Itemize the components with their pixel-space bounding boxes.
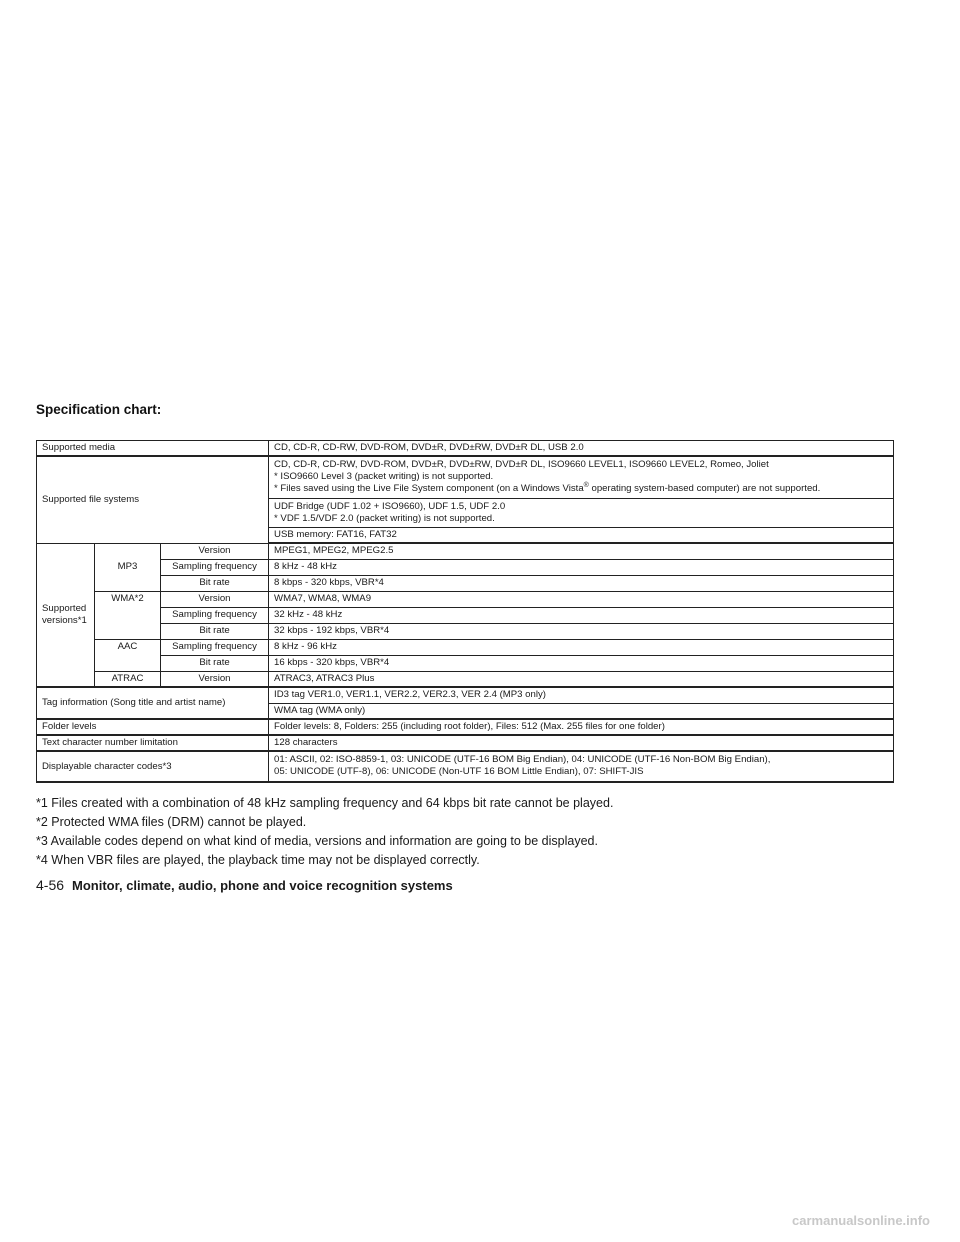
text-limit-label: Text character number limitation: [37, 735, 269, 751]
table-row: [37, 441, 894, 457]
section-title: Monitor, climate, audio, phone and voice recognition systems: [72, 878, 453, 893]
table-row: [37, 671, 894, 687]
param-cell: Bit rate: [161, 655, 269, 671]
supported-media-label: Supported media: [37, 441, 269, 457]
character-codes-value: [269, 751, 894, 782]
format-atrac: ATRAC: [95, 671, 161, 687]
footnotes: [36, 797, 916, 873]
table-row: [37, 543, 894, 559]
format-aac: AAC: [95, 639, 161, 671]
value-cell: 32 kHz - 48 kHz: [269, 607, 894, 623]
param-cell: Sampling frequency: [161, 607, 269, 623]
supported-media-value: CD, CD-R, CD-RW, DVD-ROM, DVD±R, DVD±RW, DVD±R DL, USB 2.0: [269, 441, 894, 457]
table-row: [37, 655, 894, 671]
footnote-2: *2 Protected WMA files (DRM) cannot be played.: [36, 815, 307, 829]
param-cell: Version: [161, 671, 269, 687]
text-limit-value: 128 characters: [269, 735, 894, 751]
folder-levels-label: Folder levels: [37, 719, 269, 735]
table-row: [37, 719, 894, 735]
watermark: carmanualsonline.info: [792, 1213, 930, 1228]
fs-line-2: * ISO9660 Level 3 (packet writing) is not supported.: [274, 471, 494, 482]
table-row: [37, 623, 894, 639]
value-cell: MPEG1, MPEG2, MPEG2.5: [269, 543, 894, 559]
codes-line-1: 01: ASCII, 02: ISO-8859-1, 03: UNICODE (UTF-16 BOM Big Endian), 04: UNICODE (UTF-16 Non-BOM Big Endian),: [274, 754, 771, 765]
param-cell: Sampling frequency: [161, 559, 269, 575]
supported-versions-label: Supported versions*1: [37, 543, 95, 687]
table-row: [37, 559, 894, 575]
fs-line-3b: operating system-based computer) are not supported.: [588, 483, 821, 494]
page-footer: [36, 877, 453, 893]
footnote-1: *1 Files created with a combination of 48 kHz sampling frequency and 64 kbps bit rate cannot be played.: [36, 796, 614, 810]
registered-mark: ®: [583, 481, 589, 489]
table-row: [37, 687, 894, 703]
param-cell: Bit rate: [161, 623, 269, 639]
table-row: [37, 575, 894, 591]
file-systems-label: Supported file systems: [37, 456, 269, 543]
param-cell: Version: [161, 591, 269, 607]
udf-line-2: * VDF 1.5/VDF 2.0 (packet writing) is not supported.: [274, 513, 495, 524]
table-row: [37, 735, 894, 751]
usb-memory-value: USB memory: FAT16, FAT32: [269, 528, 894, 544]
table-row: [37, 591, 894, 607]
page-heading: Specification chart:: [36, 402, 162, 417]
value-cell: 16 kbps - 320 kbps, VBR*4: [269, 655, 894, 671]
format-wma: WMA*2: [95, 591, 161, 639]
specification-table: [36, 440, 894, 783]
param-cell: Version: [161, 543, 269, 559]
file-systems-iso: [269, 456, 894, 499]
table-row: [37, 639, 894, 655]
codes-line-2: 05: UNICODE (UTF-8), 06: UNICODE (Non-UTF 16 BOM Little Endian), 07: SHIFT-JIS: [274, 766, 644, 777]
udf-line-1: UDF Bridge (UDF 1.02 + ISO9660), UDF 1.5, UDF 2.0: [274, 501, 506, 512]
tag-info-value-2: WMA tag (WMA only): [269, 703, 894, 719]
table-row: [37, 607, 894, 623]
footnote-3: *3 Available codes depend on what kind of media, versions and information are going to be displayed.: [36, 834, 598, 848]
folder-levels-value: Folder levels: 8, Folders: 255 (including root folder), Files: 512 (Max. 255 files for one folder): [269, 719, 894, 735]
value-cell: WMA7, WMA8, WMA9: [269, 591, 894, 607]
value-cell: ATRAC3, ATRAC3 Plus: [269, 671, 894, 687]
page-number: 4-56: [36, 877, 65, 893]
tag-info-label: Tag information (Song title and artist name): [37, 687, 269, 719]
footnote-4: *4 When VBR files are played, the playback time may not be displayed correctly.: [36, 853, 480, 867]
tag-info-value-1: ID3 tag VER1.0, VER1.1, VER2.2, VER2.3, VER 2.4 (MP3 only): [269, 687, 894, 703]
table-row: [37, 456, 894, 499]
fs-line-1: CD, CD-R, CD-RW, DVD-ROM, DVD±R, DVD±RW, DVD±R DL, ISO9660 LEVEL1, ISO9660 LEVEL2, Romeo, Joliet: [274, 459, 769, 470]
fs-line-3: [274, 483, 888, 495]
file-systems-udf: [269, 499, 894, 528]
table-row: [37, 751, 894, 782]
character-codes-label: Displayable character codes*3: [37, 751, 269, 782]
value-cell: 8 kHz - 48 kHz: [269, 559, 894, 575]
value-cell: 32 kbps - 192 kbps, VBR*4: [269, 623, 894, 639]
value-cell: 8 kbps - 320 kbps, VBR*4: [269, 575, 894, 591]
value-cell: 8 kHz - 96 kHz: [269, 639, 894, 655]
format-mp3: MP3: [95, 543, 161, 591]
param-cell: Bit rate: [161, 575, 269, 591]
fs-line-3a: * Files saved using the Live File System component (on a Windows Vista: [274, 483, 584, 494]
param-cell: Sampling frequency: [161, 639, 269, 655]
